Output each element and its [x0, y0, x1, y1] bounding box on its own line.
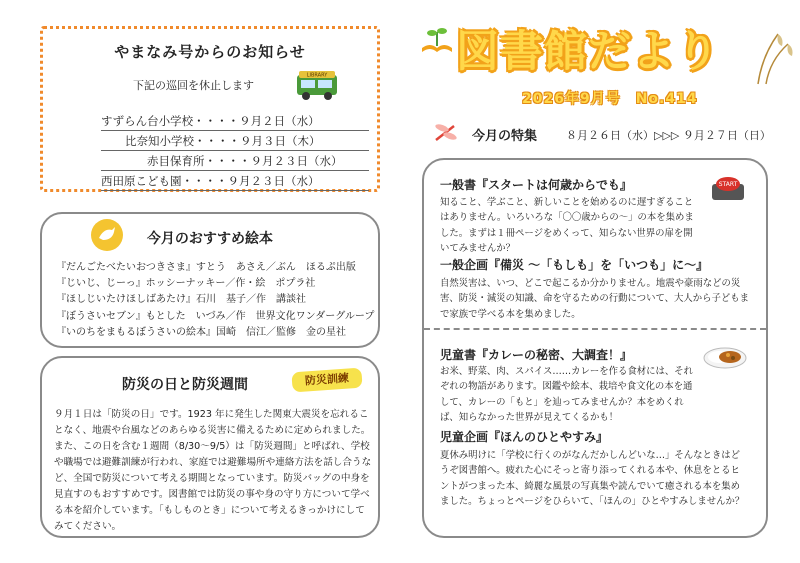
picture-book-title: 今月のおすすめ絵本: [146, 231, 274, 247]
feature-label: 今月の特集: [472, 129, 538, 144]
list-item: 『だんごたべたいおつきさま』すとう あさえ／ぶん ほるぷ出版: [56, 262, 356, 273]
section-title: 児童企画『ほんのひとやすみ』: [440, 430, 609, 444]
disaster-prevention-title: 防災の日と防災週間: [122, 377, 248, 393]
section-title: 一般書『スタートは何歳からでも』: [440, 178, 632, 192]
schedule-row: すずらん台小学校・・・・９月２日（水）: [101, 111, 369, 131]
picture-book-list: [56, 260, 374, 341]
feature-box: [422, 158, 768, 538]
book-sprout-icon: [418, 24, 456, 54]
newsletter-title: 図書館だより: [456, 27, 720, 77]
section-text: お米、野菜、肉、スパイス……カレーを作る食材には、それぞれの物語があります。図鑑や絵本、栽培や食文化の本を通して、カレーの「もと」を辿ってみませんか？本をめくれば、知らなかった世界が見えてくるかも！: [440, 366, 694, 423]
notice-subtitle: 下記の巡回を休止します: [133, 79, 254, 92]
schedule-row: 西田原こども園・・・・９月２３日（水）: [101, 171, 369, 191]
curry-rice-icon: [702, 340, 748, 370]
drill-stamp: 防災訓練: [291, 368, 362, 393]
section-text: 夏休み明けに「学校に行くのがなんだかしんどいな…」そんなときはどうぞ図書館へ。疲れた心にそっと寄り添ってくれる本や、休息をとるヒントがつまった本、綺麗な風景の写真集や読んでいて癒される本を集めました。ちょっとページをひらいて、「ほんの」ひとやすみしませんか？: [440, 450, 745, 507]
list-item: 『ほしじいたけほしばあたけ』石川 基子／作 講談社: [56, 294, 306, 306]
schedule-list: [101, 111, 369, 191]
notice-title: やまなみ号からのお知らせ: [114, 43, 306, 61]
list-item: 『じいじ、じーっ』ホッシーナッキー／作・絵 ポプラ社: [56, 278, 316, 290]
feature-dates: ８月２６日（水）▷▷▷ ９月２７日（日）: [566, 129, 771, 142]
start-button-icon: [710, 170, 746, 202]
section-text: 自然災害は、いつ、どこで起こるか分かりません。地震や豪雨などの災害、防災・減災の知識、命を守るための行動について、大人から子どもまで家族で学べる本を集めました。: [440, 278, 750, 320]
picture-book-box: [40, 212, 380, 348]
disaster-prevention-text: ９月１日は「防災の日」です。1923 年に発生した関東大震災を忘れることなく、地震や台風などのあらゆる災害に備えるために定められました。また、この日を含む１週間（8/30〜9/5）は「防災週間」と呼ばれ、学校や職場では避難訓練が行われ、家庭では避難場所や連絡方法を話し合うなど、全国で防災について考える期間となっています。防災バッグの中身を見直すのもおすすめです。図書館では防災の事や身の守り方について学べる本を紹介しています。「もしものとき」について考えるきっかけにしてみてください。: [54, 409, 372, 532]
list-item: 『ぼうさいセブン』もとした いづみ／作 世界文化ワンダーグループ: [56, 310, 375, 322]
library-bus-icon: [295, 69, 341, 101]
issue-number: 2026年9月号 No.414: [522, 91, 698, 107]
disaster-prevention-box: [40, 356, 380, 538]
mobile-library-notice: [40, 26, 380, 192]
list-item: 『いのちをまもるぼうさいの絵本』国崎 信江／監修 金の星社: [56, 326, 346, 338]
schedule-row: 比奈知小学校・・・・９月３日（木）: [101, 131, 369, 151]
section-title: 児童書『カレーの秘密、大調査！』: [440, 348, 633, 362]
start-label: START: [718, 181, 738, 188]
pampas-grass-icon: [748, 26, 796, 86]
dragonfly-icon: [432, 122, 460, 144]
schedule-row: 赤目保育所・・・・９月２３日（水）: [101, 151, 369, 171]
section-title: 一般企画『備災 〜「もしも」を「いつも」に〜』: [440, 258, 709, 272]
section-text: 知ること、学ぶこと、新しいことを始めるのに遅すぎることはありません。いろいろな「〇〇歳からの〜」の本を集めました。まずは１冊ページをめくって、知らない世界の扉を開いてみませんか？: [440, 197, 694, 254]
bus-sign: LIBRARY: [306, 72, 328, 79]
section-divider: [424, 328, 766, 330]
